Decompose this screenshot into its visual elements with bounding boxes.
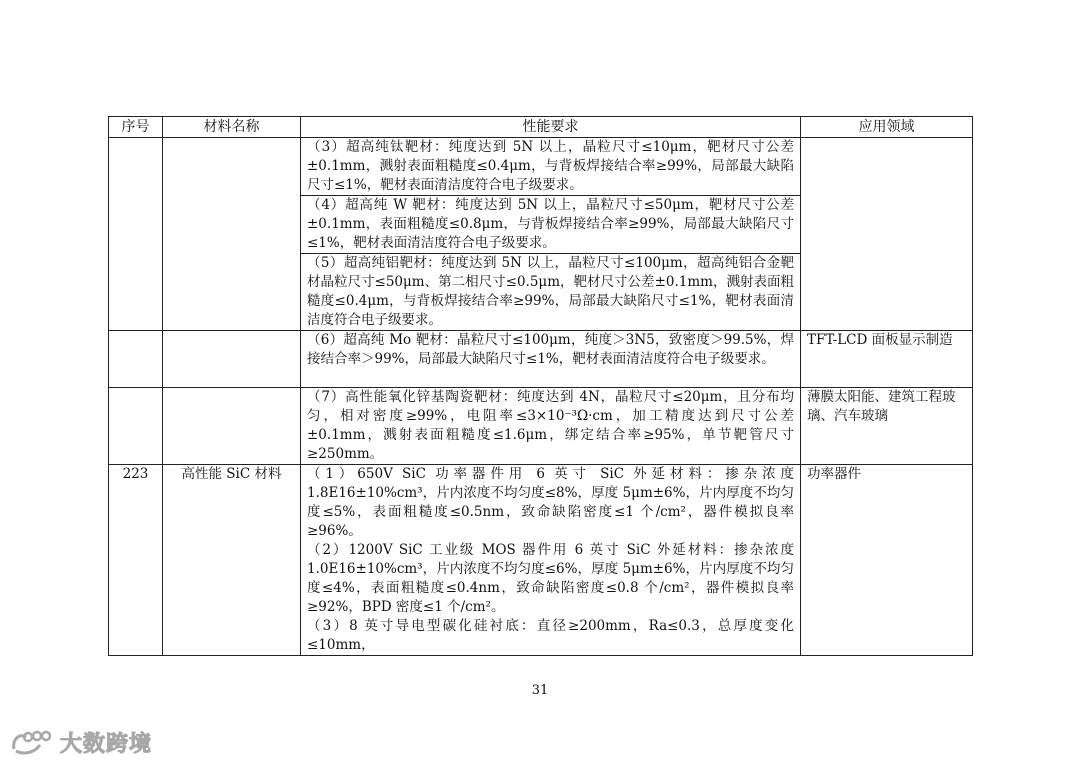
spec-table — [108, 116, 973, 656]
application-cell: 功率器件 — [801, 465, 973, 656]
application-cell: TFT-LCD 面板显示制造 — [801, 331, 973, 388]
material-name: 高性能 SiC 材料 — [163, 465, 301, 656]
table-header-row — [109, 117, 973, 138]
table-row — [109, 388, 973, 465]
requirement-item: （3）8 英寸导电型碳化硅衬底：直径≥200mm，Ra≤0.3，总厚度变化≤10mm， — [307, 618, 794, 653]
requirement-cell: （6）超高纯 Mo 靶材：晶粒尺寸≤100μm，纯度＞3N5，致密度＞99.5%，焊接结合率＞99%，局部最大缺陷尺寸≤1%，靶材表面清洁度符合电子级要求。 — [301, 331, 801, 388]
logo-icon — [10, 727, 54, 757]
requirement-item: （2）1200V SiC 工业级 MOS 器件用 6 英寸 SiC 外延材料：掺杂浓度 1.0E16±10%cm³，片内浓度不均匀度≤6%，厚度 5μm±6%，片内厚度不均匀度≤4%，表面粗糙度≤0.4nm，致命缺陷密度≤0.8 个/cm²，器件模拟良率≥92%，BPD 密度≤1 个/cm²。 — [307, 542, 794, 615]
table-row — [109, 331, 973, 388]
name-cell-empty — [163, 331, 301, 388]
application-cell-empty — [801, 138, 973, 331]
requirement-cell: （4）超高纯 W 靶材：纯度达到 5N 以上，晶粒尺寸≤50μm，靶材尺寸公差±0.1mm，表面粗糙度≤0.8μm，与背板焊接结合率≥99%，局部最大缺陷尺寸≤1%，靶材表面清洁度符合电子级要求。 — [301, 196, 801, 254]
header-no: 序号 — [109, 117, 163, 138]
requirement-cell — [301, 465, 801, 656]
requirement-cell: （5）超高纯铝靶材：纯度达到 5N 以上，晶粒尺寸≤100μm，超高纯铝合金靶材晶粒尺寸≤50μm、第二相尺寸≤0.5μm，靶材尺寸公差±0.1mm，溅射表面粗糙度≤0.4μm，与背板焊接结合率≥99%，局部最大缺陷尺寸≤1%，靶材表面清洁度符合电子级要求。 — [301, 254, 801, 331]
table-row — [109, 138, 973, 196]
watermark — [10, 726, 152, 758]
no-cell-empty — [109, 388, 163, 465]
requirement-item: （1）650V SiC 功率器件用 6 英寸 SiC 外延材料：掺杂浓度 1.8E16±10%cm³，片内浓度不均匀度≤8%，厚度 5μm±6%，片内厚度不均匀度≤5%，表面粗糙度≤0.5nm，致命缺陷密度≤1 个/cm²，器件模拟良率≥96%。 — [307, 466, 794, 539]
watermark-text: 大数跨境 — [60, 731, 153, 757]
no-cell-empty — [109, 331, 163, 388]
table-row — [109, 465, 973, 656]
no-cell-empty — [109, 138, 163, 331]
name-cell-empty — [163, 388, 301, 465]
header-application: 应用领域 — [801, 117, 973, 138]
requirement-cell: （3）超高纯钛靶材：纯度达到 5N 以上，晶粒尺寸≤10μm，靶材尺寸公差±0.1mm，溅射表面粗糙度≤0.4μm，与背板焊接结合率≥99%，局部最大缺陷尺寸≤1%，靶材表面清洁度符合电子级要求。 — [301, 138, 801, 196]
application-cell: 薄膜太阳能、建筑工程玻璃、汽车玻璃 — [801, 388, 973, 465]
name-cell-empty — [163, 138, 301, 331]
header-material-name: 材料名称 — [163, 117, 301, 138]
page-number: 31 — [531, 683, 549, 698]
header-performance: 性能要求 — [301, 117, 801, 138]
row-number: 223 — [109, 465, 163, 656]
requirement-cell: （7）高性能氧化锌基陶瓷靶材：纯度达到 4N，晶粒尺寸≤20μm，且分布均匀，相对密度≥99%，电阻率≤3×10⁻³Ω·cm，加工精度达到尺寸公差±0.1mm，溅射表面粗糙度≤1.6μm，绑定结合率≥95%，单节靶管尺寸≥250mm。 — [301, 388, 801, 465]
